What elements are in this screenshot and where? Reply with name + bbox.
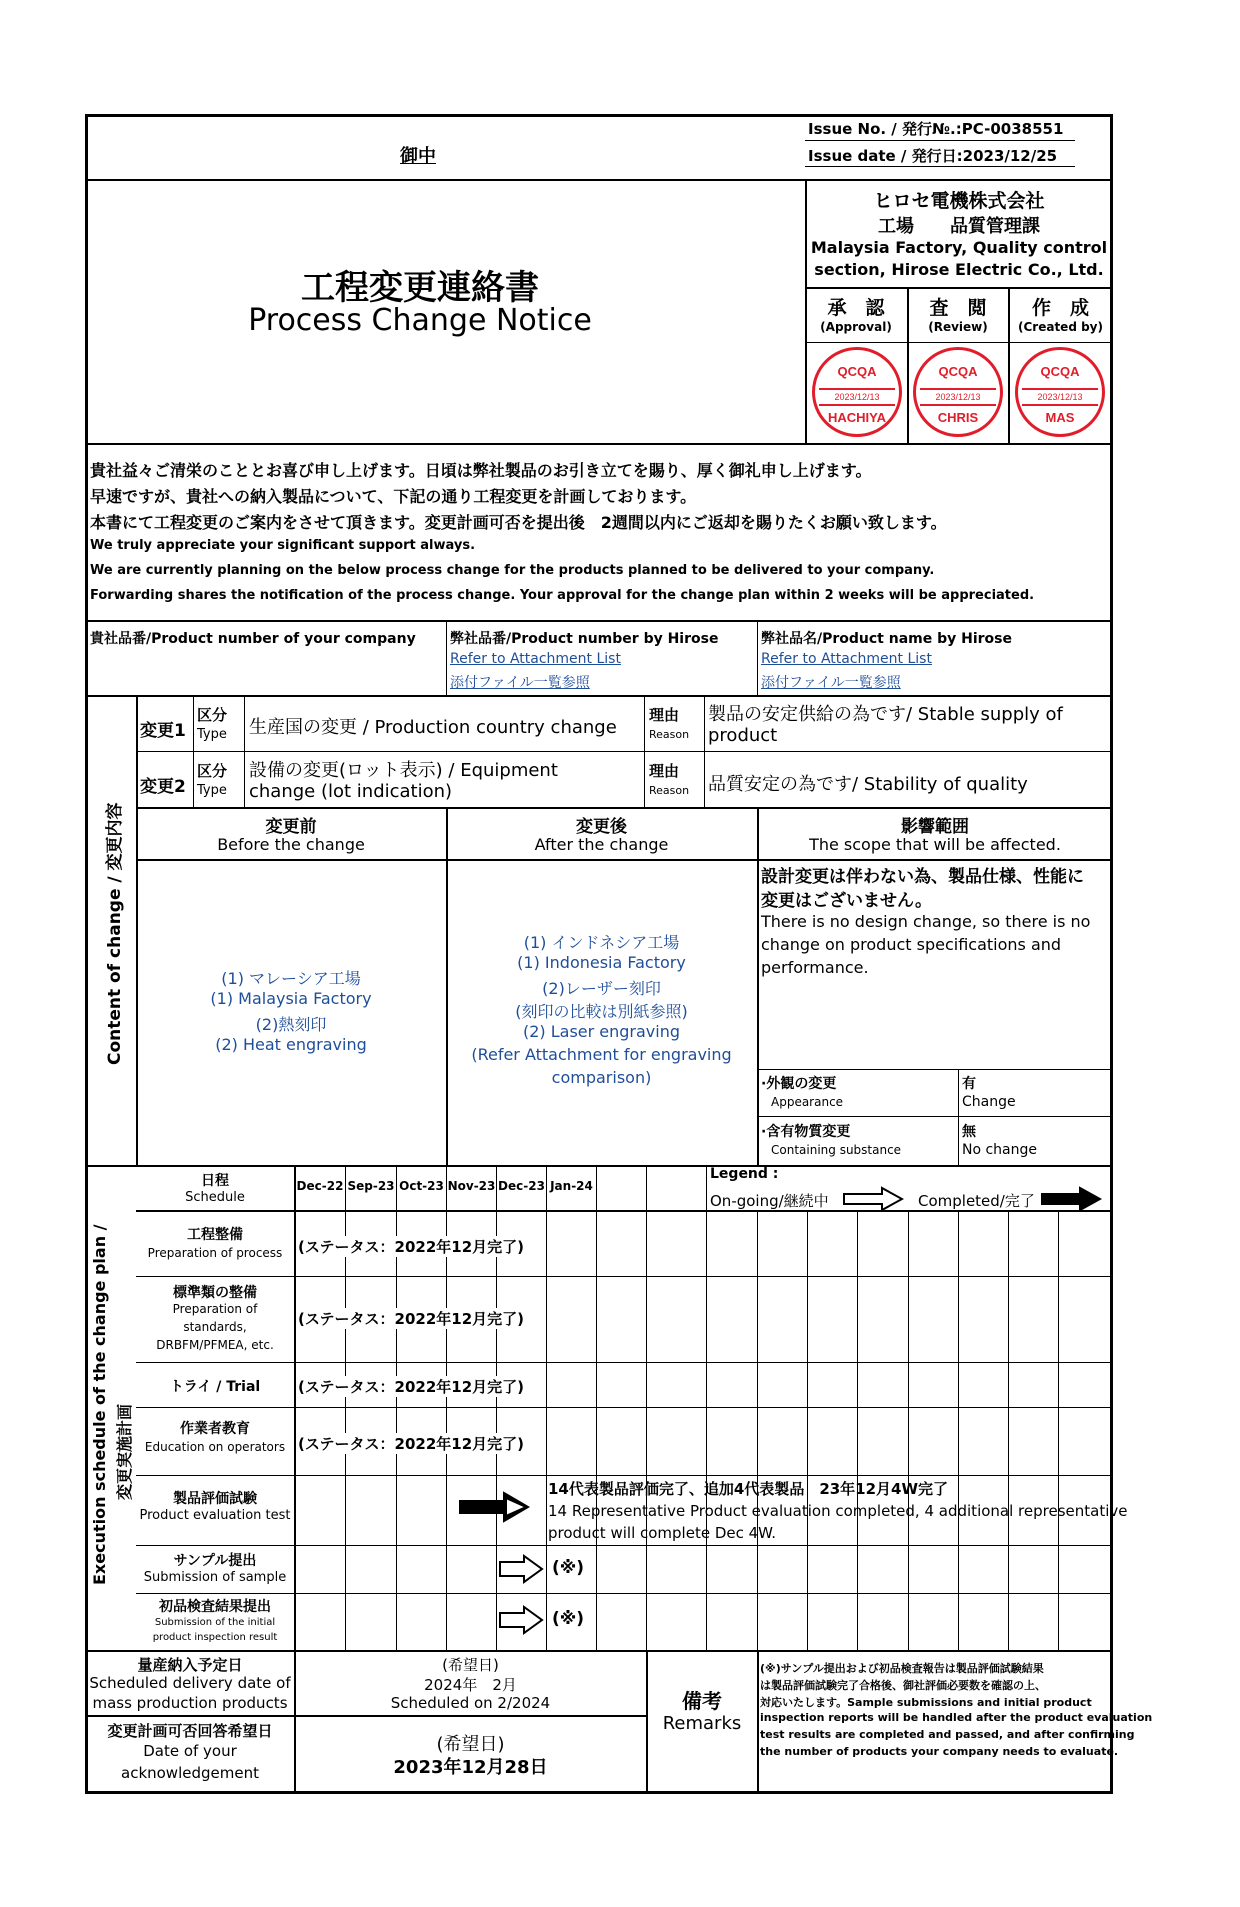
ack-hope-label: (希望日) [436, 1734, 505, 1755]
hirose-product-name-label: 弊社品名/Product name by Hirose [761, 631, 1013, 647]
change2-label: 変更2 [140, 777, 186, 797]
schedule-item-jp: 工程整備 [187, 1227, 243, 1243]
remarks-line: test results are completed and passed, and after confirming [760, 1728, 1135, 1741]
schedule-item-en: Product evaluation test [139, 1508, 291, 1523]
schedule-item-jp: サンプル提出 [173, 1553, 257, 1569]
inspection-mark: (※) [552, 1609, 585, 1629]
schedule-item-en: product inspection result [152, 1632, 278, 1643]
before-line: (2)熱刻印 [255, 1015, 327, 1034]
month-label: Jan-24 [550, 1179, 593, 1193]
intro-en-3: Forwarding shares the notification of the process change. Your approval for the change plan within 2 weeks will be appreciated. [90, 588, 1035, 603]
schedule-item-en: Submission of sample [143, 1570, 287, 1585]
ack-date: 2023年12月28日 [393, 1757, 548, 1778]
stamp-date: 2023/12/13 [1022, 388, 1098, 406]
intro-jp-1: 貴社益々ご清栄のこととお喜び申し上げます。日頃は弊社製品のお引き立てを賜り、厚く御礼申し上げます。 [90, 461, 872, 480]
evaluation-note-en: 14 Representative Product evaluation completed, 4 additional representative [548, 1502, 1128, 1520]
scope-header-en: The scope that will be affected. [809, 835, 1061, 854]
appearance-value-en: Change [962, 1094, 1016, 1110]
evaluation-note-en-2: product will complete Dec 4W. [548, 1524, 777, 1542]
stamp-name: HACHIYA [827, 410, 887, 425]
schedule-status: (ステータス：2022年12月完了) [298, 1308, 528, 1329]
hirose-product-number-label: 弊社品番/Product number by Hirose [450, 631, 719, 647]
change1-reason-en: Reason [649, 728, 690, 741]
after-line: (1) インドネシア工場 [523, 933, 680, 952]
schedule-side-label-jp: 変更実施計画 [115, 1403, 134, 1500]
company-name-jp: ヒロセ電機株式会社 [873, 190, 1045, 212]
review-label-jp: 査 閲 [929, 297, 987, 319]
legend-completed-label: Completed/完了 [918, 1192, 1035, 1210]
evaluation-note-jp: 14代表製品評価完了、追加4代表製品 23年12月4W完了 [548, 1480, 949, 1498]
delivery-label-jp: 量産納入予定日 [137, 1656, 243, 1674]
schedule-item-jp: トライ / Trial [169, 1379, 261, 1395]
delivery-label-en: Scheduled delivery date of [89, 1674, 291, 1692]
created-label-jp: 作 成 [1031, 297, 1089, 319]
review-label-en: (Review) [928, 320, 988, 334]
scope-line: 変更はございません。 [761, 891, 933, 911]
schedule-status: (ステータス：2022年12月完了) [298, 1236, 528, 1257]
review-stamp [913, 347, 1003, 437]
schedule-header-jp: 日程 [201, 1173, 229, 1189]
approval-label-en: (Approval) [820, 320, 892, 334]
stamp-date: 2023/12/13 [920, 388, 996, 406]
completed-arrow-icon [1040, 1186, 1102, 1212]
scope-line: 設計変更は伴わない為、製品仕様、性能に [761, 867, 1084, 887]
issue-number-label: Issue No. / 発行№.: [808, 120, 962, 138]
substance-label-en: Containing substance [771, 1143, 902, 1157]
delivery-label-en-2: mass production products [92, 1694, 288, 1712]
after-line: (Refer Attachment for engraving [471, 1045, 732, 1064]
stamp-name: MAS [1045, 410, 1075, 425]
month-label: Oct-23 [399, 1179, 444, 1193]
delivery-date-jp: 2024年 2月 [424, 1676, 517, 1694]
scope-header-jp: 影響範囲 [901, 817, 969, 837]
month-label: Nov-23 [447, 1179, 496, 1193]
stamp-dept: QCQA [938, 364, 978, 379]
legend-ongoing-label: On-going/継続中 [710, 1192, 829, 1210]
before-line: (1) マレーシア工場 [221, 969, 361, 988]
before-header-en: Before the change [217, 835, 365, 854]
remarks-line: 対応いたします。Sample submissions and initial product [760, 1696, 1092, 1709]
schedule-item-jp: 製品評価試験 [173, 1491, 257, 1507]
ongoing-arrow-icon [498, 1553, 546, 1585]
change2-type-jp: 区分 [197, 762, 228, 780]
change2-type-value: 設備の変更(ロット表示) / Equipment [249, 760, 558, 781]
scope-line: There is no design change, so there is no [761, 912, 1091, 931]
delivery-date-en: Scheduled on 2/2024 [390, 1694, 551, 1712]
schedule-item-en: Education on operators [144, 1440, 286, 1454]
addressee: 御中 [400, 146, 436, 167]
change1-label: 変更1 [140, 721, 186, 741]
change2-reason-en: Reason [649, 784, 690, 797]
schedule-item-jp: 作業者教育 [180, 1421, 250, 1437]
hirose-product-number-link-jp[interactable]: 添付ファイル一覧参照 [450, 675, 590, 691]
sample-mark: (※) [552, 1558, 585, 1578]
company-dept-en: Malaysia Factory, Quality control [810, 238, 1108, 257]
created-label-en: (Created by) [1018, 320, 1103, 334]
schedule-status: (ステータス：2022年12月完了) [298, 1376, 528, 1397]
intro-jp-3: 本書にて工程変更のご案内をさせて頂きます。変更計画可否を提出後 2週間以内にご返却を賜りたくお願い致します。 [90, 513, 947, 532]
change1-reason-value-2: product [708, 725, 778, 746]
appearance-label-en: Appearance [771, 1095, 844, 1109]
before-header-jp: 変更前 [265, 817, 317, 837]
issue-date [808, 145, 1057, 166]
schedule-status: (ステータス：2022年12月完了) [298, 1433, 528, 1454]
schedule-item-jp: 初品検査結果提出 [159, 1599, 271, 1615]
after-line: (2) Laser engraving [522, 1022, 681, 1041]
company-dept-jp: 工場 品質管理課 [878, 216, 1040, 237]
approval-stamp [812, 347, 902, 437]
schedule-item-en: Preparation of process [147, 1246, 283, 1260]
change1-type-en: Type [197, 727, 227, 742]
intro-en-1: We truly appreciate your significant support always. [90, 538, 476, 553]
substance-value-jp: 無 [962, 1124, 976, 1140]
before-line: (2) Heat engraving [215, 1035, 367, 1054]
intro-en-2: We are currently planning on the below process change for the products planned to be delivered to your company. [90, 563, 935, 578]
change1-type-value: 生産国の変更 / Production country change [249, 717, 617, 738]
issue-date-label: Issue date / 発行日: [808, 147, 963, 165]
ack-label-jp: 変更計画可否回答希望日 [107, 1722, 273, 1740]
appearance-label-jp: ·外観の変更 [761, 1076, 837, 1092]
month-label: Dec-22 [296, 1179, 344, 1193]
month-label: Sep-23 [347, 1179, 395, 1193]
ongoing-arrow-icon [842, 1186, 904, 1212]
after-line: (1) Indonesia Factory [517, 953, 686, 972]
after-header-en: After the change [534, 835, 669, 854]
stamp-dept: QCQA [837, 364, 877, 379]
after-line: (2)レーザー刻印 [542, 979, 661, 998]
stamp-date: 2023/12/13 [819, 388, 895, 406]
ongoing-arrow-icon [498, 1604, 546, 1636]
change1-reason-value: 製品の安定供給の為です/ Stable supply of [708, 704, 1063, 725]
title-en: Process Change Notice [248, 303, 592, 338]
created-stamp [1015, 347, 1105, 437]
schedule-item-jp: 標準類の整備 [173, 1285, 257, 1301]
appearance-value-jp: 有 [962, 1076, 976, 1092]
after-line: (刻印の比較は別紙参照) [515, 1002, 688, 1021]
change2-reason-value: 品質安定の為です/ Stability of quality [708, 774, 1028, 795]
approval-label-jp: 承 認 [827, 297, 885, 319]
hirose-product-number-link[interactable]: Refer to Attachment List [450, 651, 621, 667]
remarks-label-jp: 備考 [682, 1689, 722, 1713]
month-label: Dec-23 [498, 1179, 545, 1193]
intro-jp-2: 早速ですが、貴社への納入製品について、下記の通り工程変更を計画しております。 [90, 487, 697, 506]
legend-label: Legend : [710, 1166, 779, 1182]
change1-type-jp: 区分 [197, 706, 228, 724]
remarks-line: (※)サンプル提出および初品検査報告は製品評価試験結果 [760, 1662, 1044, 1675]
remarks-line: the number of products your company needs to evaluate. [760, 1745, 1119, 1758]
customer-product-number-label: 貴社品番/Product number of your company [90, 631, 416, 647]
after-header-jp: 変更後 [576, 817, 627, 837]
change2-type-value-2: change (lot indication) [249, 781, 453, 802]
issue-number-value: PC-0038551 [961, 120, 1064, 138]
scope-line: performance. [761, 958, 869, 977]
remarks-line: inspection reports will be handled after the product evaluation [760, 1711, 1153, 1724]
schedule-item-en: DRBFM/PFMEA, etc. [156, 1338, 274, 1352]
change2-type-en: Type [197, 783, 227, 798]
remarks-label-en: Remarks [662, 1713, 742, 1734]
change1-reason-jp: 理由 [649, 706, 680, 724]
substance-label-jp: ·含有物質変更 [761, 1124, 851, 1140]
company-name-en: section, Hirose Electric Co., Ltd. [814, 260, 1104, 279]
hirose-product-name-link[interactable]: Refer to Attachment List [761, 651, 932, 667]
scope-line: change on product specifications and [761, 935, 1062, 954]
schedule-side-label-en: Execution schedule of the change plan / [90, 1224, 109, 1585]
stamp-dept: QCQA [1040, 364, 1080, 379]
issue-number [808, 118, 1063, 139]
hirose-product-name-link-jp[interactable]: 添付ファイル一覧参照 [761, 675, 901, 691]
change2-reason-jp: 理由 [649, 762, 680, 780]
after-line: comparison) [551, 1068, 652, 1087]
schedule-header-en: Schedule [185, 1190, 245, 1205]
title-jp: 工程変更連絡書 [301, 268, 539, 308]
schedule-item-en: standards, [183, 1320, 247, 1334]
substance-value-en: No change [962, 1142, 1038, 1158]
issue-date-value: 2023/12/25 [962, 147, 1058, 165]
content-of-change-label: Content of change / 変更内容 [105, 802, 125, 1065]
before-line: (1) Malaysia Factory [210, 989, 372, 1008]
ack-label-en-2: acknowledgement [121, 1764, 259, 1782]
delivery-hope-label: (希望日) [442, 1656, 499, 1674]
remarks-line: は製品評価試験完了合格後、御社評価必要数を確認の上、 [760, 1679, 1046, 1692]
completed-arrow-icon [458, 1490, 532, 1524]
schedule-item-en: Submission of the initial [154, 1617, 276, 1628]
stamp-name: CHRIS [937, 410, 979, 425]
schedule-item-en: Preparation of [172, 1302, 258, 1316]
ack-label-en: Date of your [143, 1742, 237, 1760]
